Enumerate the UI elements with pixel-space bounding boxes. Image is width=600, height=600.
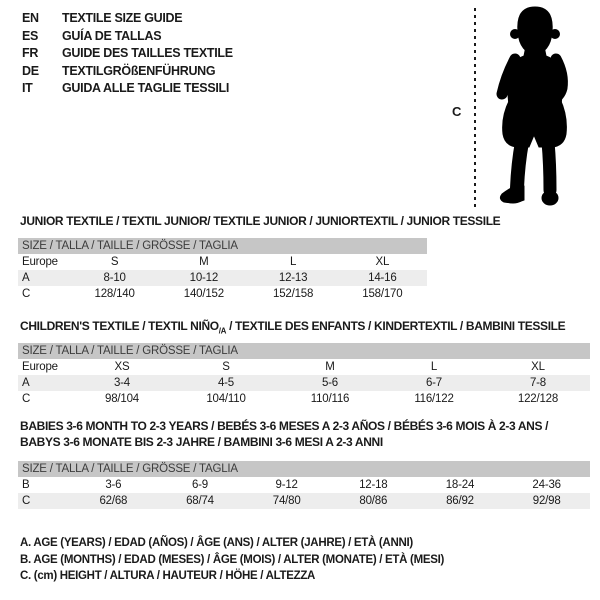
babies-title-line1: BABIES 3-6 MONTH TO 2-3 YEARS / BEBÉS 3-6 MESES A 2-3 AÑOS / BÉBÉS 3-6 MOIS À 2-3 ANS / bbox=[20, 419, 549, 433]
row-label: A bbox=[22, 377, 30, 389]
language-row-de bbox=[22, 63, 233, 81]
language-row-fr bbox=[22, 45, 233, 63]
table-cell: XS bbox=[114, 361, 130, 373]
table-cell: 140/152 bbox=[183, 288, 224, 300]
table-cell: 128/140 bbox=[94, 288, 135, 300]
table-cell: 122/128 bbox=[517, 393, 559, 405]
size-header-bar: SIZE / TALLA / TAILLE / GRÖSSE / TAGLIA bbox=[18, 461, 590, 477]
size-header-bar: SIZE / TALLA / TAILLE / GRÖSSE / TAGLIA bbox=[18, 343, 590, 359]
table-cell: 3-4 bbox=[113, 377, 131, 389]
language-title: GUÍA DE TALLAS bbox=[62, 28, 162, 43]
language-row-it bbox=[22, 80, 233, 98]
table-cell: 9-12 bbox=[275, 479, 298, 491]
table-row bbox=[18, 375, 590, 391]
children-title-sub: /A bbox=[218, 326, 227, 336]
table-cell: 6-9 bbox=[191, 479, 208, 491]
table-cell: 92/98 bbox=[532, 495, 561, 507]
row-label: Europe bbox=[22, 361, 58, 373]
language-row-en bbox=[22, 10, 233, 28]
table-cell: 3-6 bbox=[105, 479, 122, 491]
babies-section-title bbox=[20, 419, 548, 450]
language-title: GUIDE DES TAILLES TEXTILE bbox=[62, 46, 233, 60]
language-code: EN bbox=[22, 11, 39, 25]
language-list bbox=[22, 10, 233, 98]
table-cell: S bbox=[222, 361, 230, 373]
row-label: C bbox=[22, 288, 31, 300]
table-cell: L bbox=[290, 256, 297, 268]
junior-section-title: JUNIOR TEXTILE / TEXTIL JUNIOR/ TEXTILE JUNIOR / JUNIORTEXTIL / JUNIOR TESSILE bbox=[20, 214, 501, 228]
table-cell: M bbox=[325, 361, 335, 373]
language-title: TEXTILGRÖßENFÜHRUNG bbox=[62, 63, 216, 78]
table-cell: 68/74 bbox=[186, 495, 214, 507]
table-cell: 4-5 bbox=[217, 377, 235, 389]
table-header-row bbox=[18, 343, 590, 359]
row-label: Europe bbox=[22, 256, 58, 268]
table-cell: 12-18 bbox=[359, 479, 388, 491]
language-code: FR bbox=[22, 46, 39, 60]
table-cell: 110/116 bbox=[310, 393, 350, 405]
height-measure-label: C bbox=[452, 104, 462, 119]
table-cell: 14-16 bbox=[368, 272, 397, 284]
language-code: IT bbox=[22, 81, 33, 95]
legend-note-c: C. (cm) HEIGHT / ALTURA / HAUTEUR / HÖHE / ALTEZZA bbox=[20, 570, 316, 582]
language-code: ES bbox=[22, 28, 39, 43]
table-cell: 12-13 bbox=[278, 272, 308, 284]
children-size-table bbox=[18, 343, 590, 407]
row-label: A bbox=[22, 272, 30, 284]
table-row bbox=[18, 477, 590, 493]
babies-size-table bbox=[18, 461, 590, 509]
legend-notes bbox=[20, 535, 444, 585]
table-row bbox=[18, 254, 427, 270]
table-cell: 5-6 bbox=[321, 377, 339, 389]
children-title-post: / TEXTILE DES ENFANTS / KINDERTEXTIL / BAMBINI TESSILE bbox=[226, 319, 566, 333]
table-row bbox=[18, 286, 427, 302]
language-title: GUIDA ALLE TAGLIE TESSILI bbox=[62, 81, 230, 95]
table-cell: 6-7 bbox=[425, 377, 443, 389]
table-cell: 10-12 bbox=[189, 272, 219, 284]
legend-note-b: B. AGE (MONTHS) / EDAD (MESES) / ÂGE (MOIS) / ALTER (MONATE) / ETÀ (MESI) bbox=[20, 553, 445, 566]
table-cell: L bbox=[430, 361, 438, 373]
babies-title-line2: BABYS 3-6 MONATE BIS 2-3 JAHRE / BAMBINI 3-6 MESI A 2-3 ANNI bbox=[20, 434, 383, 449]
table-cell: 8-10 bbox=[103, 272, 126, 284]
language-row-es bbox=[22, 28, 233, 46]
height-measure-figure bbox=[450, 4, 595, 214]
row-label: B bbox=[22, 479, 30, 491]
table-cell: 98/104 bbox=[105, 393, 139, 405]
table-cell: 158/170 bbox=[362, 288, 403, 300]
table-cell: XL bbox=[375, 256, 390, 268]
language-title: TEXTILE SIZE GUIDE bbox=[62, 11, 183, 25]
table-cell: XL bbox=[531, 361, 545, 373]
table-header-row bbox=[18, 238, 427, 254]
table-row bbox=[18, 270, 427, 286]
children-title-pre: CHILDREN'S TEXTILE / TEXTIL NIÑO bbox=[20, 319, 219, 333]
size-header-bar: SIZE / TALLA / TAILLE / GRÖSSE / TAGLIA bbox=[18, 238, 427, 254]
table-cell: 80/86 bbox=[359, 495, 388, 507]
table-cell: 62/68 bbox=[99, 495, 128, 507]
table-cell: 116/122 bbox=[414, 393, 454, 405]
table-cell: M bbox=[199, 256, 209, 268]
row-label: C bbox=[22, 495, 31, 507]
table-row bbox=[18, 359, 590, 375]
table-cell: 74/80 bbox=[272, 495, 301, 507]
table-cell: 24-36 bbox=[532, 479, 561, 491]
table-row bbox=[18, 391, 590, 407]
table-cell: 86/92 bbox=[446, 495, 474, 507]
table-cell: 104/110 bbox=[206, 393, 246, 405]
table-cell: 152/158 bbox=[273, 288, 314, 300]
baby-silhouette-icon bbox=[484, 4, 592, 209]
table-cell: S bbox=[110, 256, 119, 268]
table-row bbox=[18, 493, 590, 509]
table-header-row bbox=[18, 461, 590, 477]
junior-size-table bbox=[18, 238, 427, 302]
height-dotted-line bbox=[474, 8, 476, 208]
children-section-title bbox=[20, 319, 565, 335]
language-code: DE bbox=[22, 63, 39, 78]
table-cell: 7-8 bbox=[529, 377, 547, 389]
legend-note-a: A. AGE (YEARS) / EDAD (AÑOS) / ÂGE (ANS) / ALTER (JAHRE) / ETÀ (ANNI) bbox=[20, 537, 413, 549]
row-label: C bbox=[22, 393, 31, 405]
table-cell: 18-24 bbox=[445, 479, 475, 491]
